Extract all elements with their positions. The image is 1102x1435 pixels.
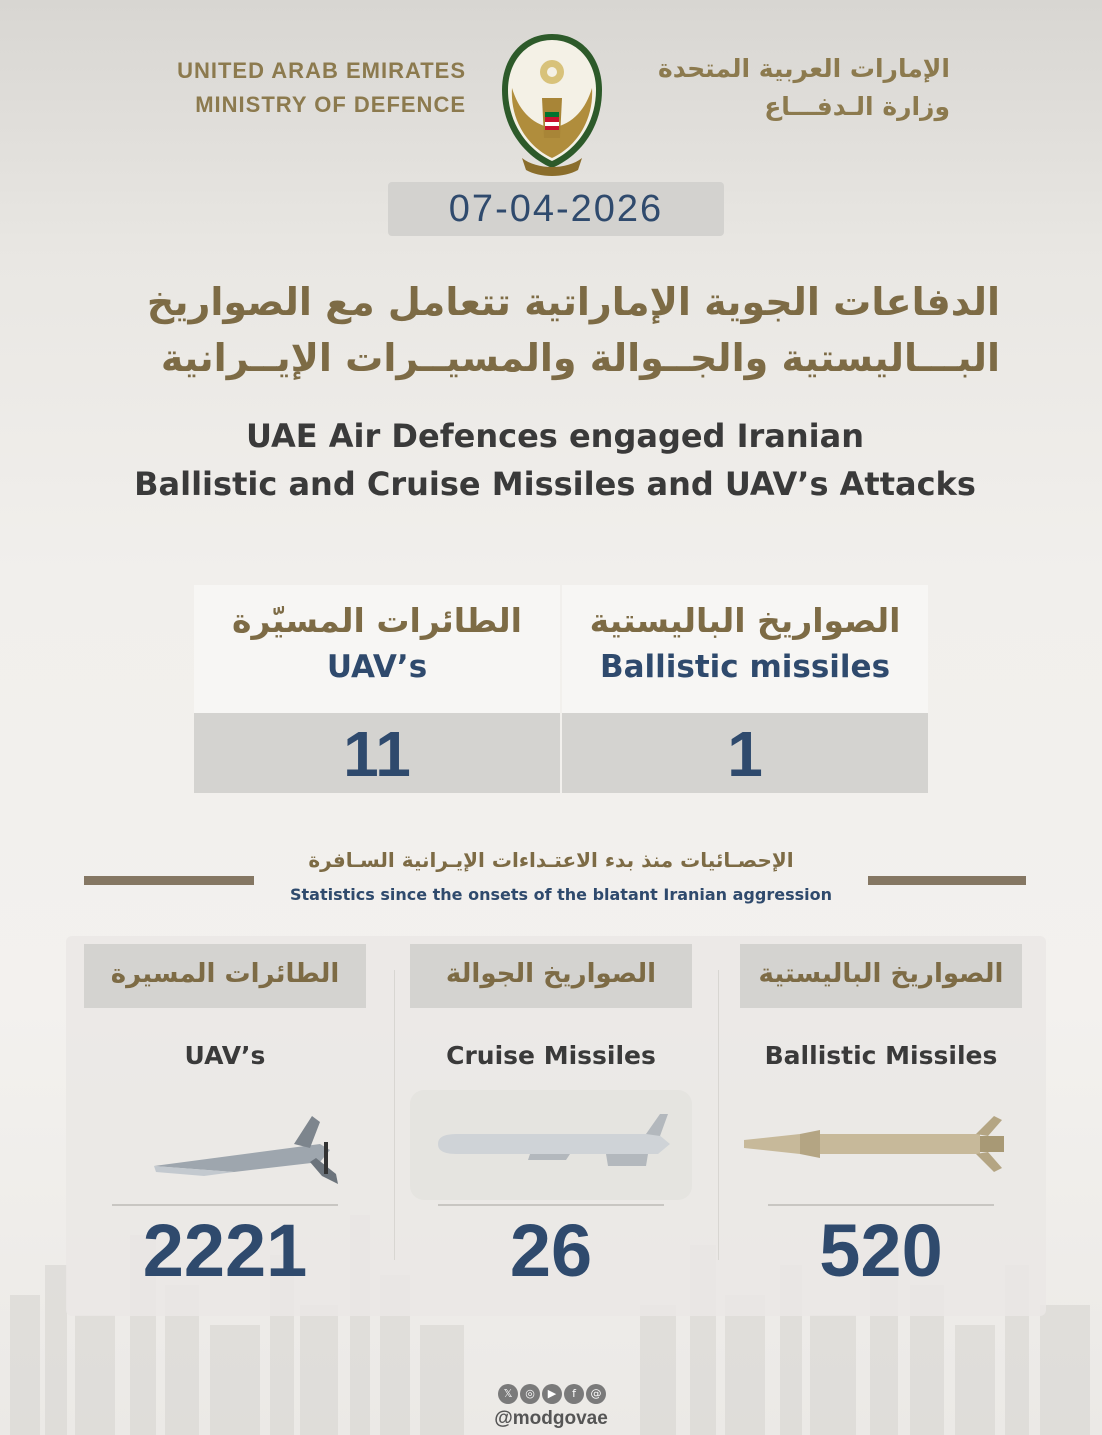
- stats-ballistic-label-en: Ballistic Missiles: [764, 1041, 998, 1070]
- stats-heading-en: Statistics since the onsets of the blatant Iranian aggression: [289, 885, 832, 904]
- date-badge: 07-04-2026: [388, 182, 724, 236]
- country-name-ar: الإمارات العربية المتحدة: [657, 54, 950, 83]
- stats-divider-right: [868, 876, 1026, 885]
- english-headline: [40, 412, 1070, 508]
- daily-ballistic-count: 1: [562, 713, 928, 793]
- column-divider: [718, 970, 719, 1260]
- facebook-icon[interactable]: f: [564, 1384, 584, 1404]
- arabic-organization-name: [640, 50, 950, 126]
- stats-divider-left: [84, 876, 254, 885]
- stats-uav-count: 2221: [142, 1209, 308, 1292]
- english-organization-name: [177, 54, 466, 122]
- social-handle[interactable]: @modgovae: [494, 1408, 608, 1429]
- arabic-headline-line2: البـــاليستية والجــوالة والمسيــرات الإيــرانية: [160, 336, 1000, 380]
- english-headline-line2: Ballistic and Cruise Missiles and UAV’s Attacks: [134, 465, 976, 503]
- ministry-emblem-logo: [482, 28, 622, 178]
- stats-cruise-label-ar: الصواريخ الجوالة: [410, 944, 692, 1008]
- column-divider: [394, 970, 395, 1260]
- social-icons-row: [498, 1384, 608, 1408]
- stats-cruise-column: [410, 944, 692, 1296]
- cruise-missile-icon: [410, 1090, 692, 1200]
- youtube-icon[interactable]: ▶: [542, 1384, 562, 1404]
- stats-ballistic-label-ar: الصواريخ الباليستية: [740, 944, 1022, 1008]
- daily-ballistic-card: [562, 585, 928, 793]
- daily-uav-label-ar: الطائرات المسيّرة: [231, 601, 522, 640]
- instagram-icon[interactable]: ◎: [520, 1384, 540, 1404]
- ministry-name-ar: وزارة الـدفـــاع: [764, 92, 950, 121]
- daily-ballistic-label-ar: الصواريخ الباليستية: [589, 601, 901, 640]
- arabic-headline: [60, 274, 1000, 386]
- stats-ballistic-count: 520: [819, 1209, 943, 1292]
- english-headline-line1: UAE Air Defences engaged Iranian: [246, 417, 864, 455]
- stats-uav-label-ar: الطائرات المسيرة: [84, 944, 366, 1008]
- stats-uav-label-en: UAV’s: [184, 1041, 266, 1070]
- daily-uav-count: 11: [194, 713, 560, 793]
- stats-ballistic-column: [740, 944, 1022, 1296]
- stats-cruise-label-en: Cruise Missiles: [446, 1041, 656, 1070]
- stats-cruise-count: 26: [509, 1209, 593, 1292]
- stats-heading-ar: الإحصـائيات منذ بدء الاعتـداءات الإيـرانية السـافرة: [308, 848, 794, 872]
- stats-uav-column: [84, 944, 366, 1296]
- ministry-name-en: MINISTRY OF DEFENCE: [195, 92, 466, 117]
- daily-ballistic-label: [562, 585, 928, 713]
- country-name-en: UNITED ARAB EMIRATES: [177, 58, 466, 83]
- drone-icon: [84, 1090, 366, 1200]
- daily-uav-card: [194, 585, 560, 793]
- daily-ballistic-label-en: Ballistic missiles: [599, 649, 891, 685]
- daily-uav-label-en: UAV’s: [326, 649, 428, 685]
- arabic-headline-line1: الدفاعات الجوية الإماراتية تتعامل مع الصواريخ: [146, 280, 1000, 324]
- daily-uav-label: [194, 585, 560, 713]
- x-icon[interactable]: 𝕏: [498, 1384, 518, 1404]
- ballistic-missile-icon: [740, 1090, 1022, 1200]
- threads-icon[interactable]: @: [586, 1384, 606, 1404]
